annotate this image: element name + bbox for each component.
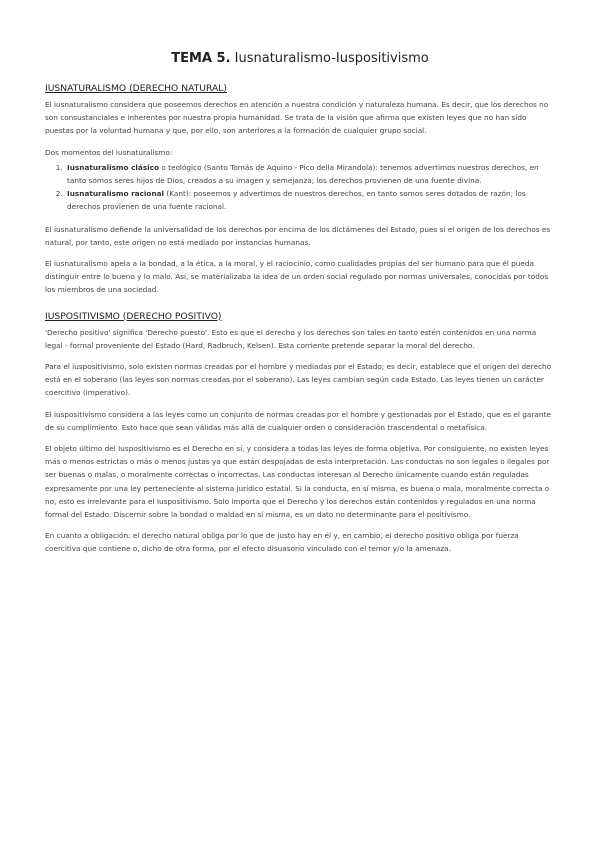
list-item bbox=[65, 187, 555, 213]
iuspositivismo-paragraph-5: En cuanto a obligación: el derecho natural obliga por lo que de justo hay en él y, en cambio, el derecho positivo obliga por fuerza coercitiva que contiene o, dicho de otra forma, por el efecto disuasorio vinculado con el temor y/o la amenaza. bbox=[45, 531, 519, 554]
iuspositivismo-paragraph-3: El iuspositivismo considera a las leyes como un conjunto de normas creadas por el hombre y gestionadas por el Estado, que es el garante de su cumplimiento. Esto hace que sean válidas más allá de cualquier orden o consideración trascendental o metafísica. bbox=[45, 409, 551, 432]
section-heading-iusnaturalismo: IUSNATURALISMO (DERECHO NATURAL) bbox=[45, 83, 227, 94]
iusnaturalismo-paragraph-3: El iusnaturalismo apela a la bondad, a la ética, a la moral, y el raciocinio, como cualidades propias del ser humano para que él pueda distinguir entre lo bueno y lo malo. Así, se materializaba la idea de un orden social regulado por normas universales, conocidas por todos los miembros de una sociedad. bbox=[45, 259, 549, 295]
list-item-text: (Kant): poseemos y advertimos de nuestros derechos, en tanto somos seres dotados de razón; los derechos provienen de una fuente racional. bbox=[67, 189, 526, 212]
list-item-term: Iusnaturalismo racional bbox=[67, 189, 165, 199]
iuspositivismo-paragraph-4: El objeto último del Iuspositivismo es el Derecho en sí, y considera a todas las leyes de forma objetiva. Por consiguiente, no existen leyes más o menos estrictas o más o menos justas ya que están despojadas de esta interpretación. Las conductas no son legales o ilegales por ser buenas o malas, o moralmente correctas o incorrectas. Las conductas interesan al Derecho únicamente cuando están reguladas expresamente por una ley perteneciente al sistema jurídico estatal. Si la conducta, en sí misma, es buena o mala, moralmente correcta o no, esto es irrelevante para el Iuspositivismo. Solo importa que el Derecho y los derechos están contenidos y regulados en una norma formal del Estado. Discernir sobre la bondad o maldad en sí misma, es un dato no determinante para el positivismo. bbox=[45, 444, 550, 520]
moments-intro: Dos momentos del iusnaturalismo: bbox=[45, 147, 173, 157]
section-heading-iuspositivismo: IUSPOSITIVISMO (DERECHO POSITIVO) bbox=[45, 310, 222, 322]
page-title bbox=[45, 50, 555, 68]
iuspositivismo-paragraph-1: 'Derecho positivo' significa 'Derecho puesto'. Esto es que el derecho y los derechos son tales en tanto estén contenidos en una norma legal - formal proveniente del Estado (Hard, Radbruch, Kelsen). Esta corriente pretende separar la moral del derecho. bbox=[45, 327, 537, 350]
title-text: Iusnaturalismo-Iuspositivismo bbox=[230, 51, 429, 66]
iusnaturalismo-paragraph-2: El iusnaturalismo defiende la universalidad de los derechos por encima de los dictámenes del Estado, pues si el origen de los derechos es natural, por tanto, este origen no está mediado por instancias humanas. bbox=[45, 224, 551, 247]
list-item-text: o teológico (Santo Tomás de Aquino - Pico della Mirandola): tenemos advertimos nuestros derechos, en tanto somos seres hijos de Dios, creados a su imagen y semejanza; los derechos provienen de una fuente divina. bbox=[67, 162, 539, 186]
iuspositivismo-paragraph-2: Para el iuspositivismo, solo existen normas creadas por el hombre y mediadas por el Estado; es decir, establece que el origen del derecho está en el soberano (las leyes son normas creadas por el soberano). Las leyes cambian según cada Estado. Las leyes tienen un carácter coercitivo (imperativo). bbox=[45, 362, 552, 398]
list-item bbox=[65, 161, 555, 187]
moments-list bbox=[45, 161, 555, 214]
iusnaturalismo-intro-paragraph: El iusnaturalismo considera que poseemos derechos en atención a nuestra condición y naturaleza humana. Es decir, que los derechos no son consustanciales e inherentes por nuestra propia humanidad. Se trata de la visión que afirma que existen leyes que no han sido puestas por la voluntad humana y que, por ello, son anteriores a la formación de cualquier grupo social. bbox=[45, 100, 549, 136]
list-item-term: Iusnaturalismo clásico bbox=[67, 162, 160, 172]
title-number: TEMA 5. bbox=[171, 51, 231, 66]
